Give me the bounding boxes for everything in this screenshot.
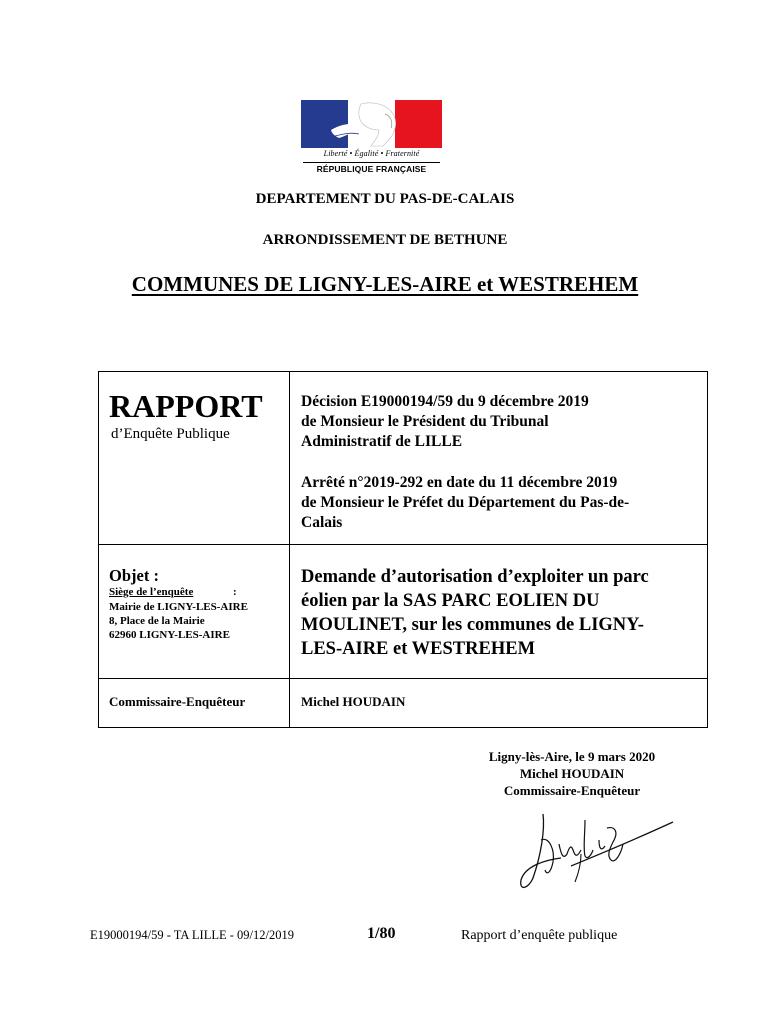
arrete-line: Calais	[301, 514, 343, 531]
footer-doc-title: Rapport d’enquête publique	[461, 928, 618, 943]
decision-line: Décision E19000194/59 du 9 décembre 2019	[301, 393, 589, 410]
arrete-line: de Monsieur le Préfet du Département du Pas-de-	[301, 494, 630, 511]
footer-reference: E19000194/59 - TA LILLE - 09/12/2019	[90, 928, 294, 942]
siege-colon: :	[233, 586, 237, 598]
report-subtitle: d’Enquête Publique	[111, 426, 230, 442]
siege-address-line: 8, Place de la Mairie	[109, 615, 205, 627]
table-row-divider	[99, 678, 707, 679]
objet-line: éolien par la SAS PARC EOLIEN DU	[301, 591, 600, 611]
signature-block	[460, 748, 684, 799]
siege-label-text: Siège de l’enquête	[109, 586, 194, 598]
logo-motto: Liberté • Égalité • Fraternité	[323, 149, 420, 158]
arrondissement-heading: ARRONDISSEMENT DE BETHUNE	[262, 232, 508, 248]
commissaire-label: Commissaire-Enquêteur	[109, 694, 246, 709]
objet-line: LES-AIRE et WESTREHEM	[301, 639, 536, 659]
table-row-divider	[99, 544, 707, 545]
objet-description	[301, 565, 701, 661]
place-date: Ligny-lès-Aire, le 9 mars 2020	[488, 749, 656, 764]
siege-address-line: 62960 LIGNY-LES-AIRE	[109, 629, 230, 641]
signatory-role: Commissaire-Enquêteur	[503, 783, 641, 798]
table-column-divider	[289, 372, 290, 727]
siege-label	[109, 586, 193, 598]
commissaire-name: Michel HOUDAIN	[301, 694, 406, 709]
communes-title: COMMUNES DE LIGNY-LES-AIRE et WESTREHEM	[131, 272, 639, 296]
report-summary-table	[98, 371, 708, 728]
marianne-flag-icon	[301, 100, 442, 148]
siege-address	[109, 600, 248, 642]
republique-francaise-logo	[301, 100, 442, 180]
logo-republic-label: RÉPUBLIQUE FRANÇAISE	[316, 164, 427, 174]
siege-address-line: Mairie de LIGNY-LES-AIRE	[109, 601, 248, 613]
decision-line: de Monsieur le Président du Tribunal	[301, 413, 549, 430]
signatory-name: Michel HOUDAIN	[519, 766, 625, 781]
objet-line: MOULINET, sur les communes de LIGNY-	[301, 615, 644, 635]
decision-line: Administratif de LILLE	[301, 433, 463, 450]
footer-page-number: 1/80	[367, 925, 396, 942]
arrete-line: Arrêté n°2019-292 en date du 11 décembre 2019	[301, 474, 618, 491]
report-title: RAPPORT	[109, 388, 263, 424]
logo-divider	[303, 162, 440, 163]
arrete-text	[301, 473, 701, 533]
objet-label: Objet :	[109, 566, 159, 585]
handwritten-signature-icon	[515, 800, 675, 900]
department-heading: DEPARTEMENT DU PAS-DE-CALAIS	[255, 191, 515, 207]
objet-line: Demande d’autorisation d’exploiter un parc	[301, 567, 649, 587]
decision-text	[301, 392, 701, 452]
